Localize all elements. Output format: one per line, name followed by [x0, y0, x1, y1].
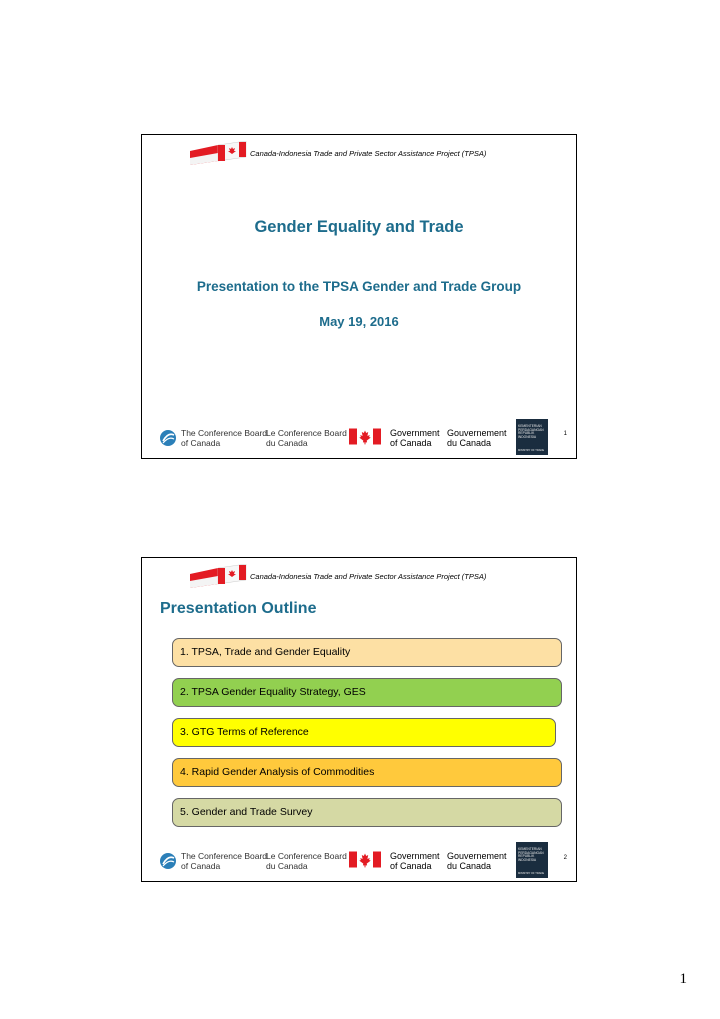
government-of-canada: Government of Canada	[390, 428, 440, 448]
conference-board-fr: Le Conference Board du Canada	[266, 428, 347, 448]
kementerian-perdagangan-logo: KEMENTERIAN PERDAGANGAN REPUBLIK INDONESIA MINISTRY OF TRADE	[516, 419, 548, 455]
document-page-number: 1	[679, 971, 687, 987]
conference-board-en: The Conference Board of Canada	[181, 851, 267, 871]
conference-board-fr: Le Conference Board du Canada	[266, 851, 347, 871]
presentation-date: May 19, 2016	[319, 314, 399, 329]
slide-page-number: 2	[563, 855, 567, 861]
slide-header	[142, 558, 576, 594]
slide-1	[141, 134, 577, 459]
gouvernement-du-canada: Gouvernement du Canada	[447, 851, 507, 871]
project-subtitle: Canada-Indonesia Trade and Private Sector Assistance Project (TPSA)	[250, 149, 487, 158]
conference-board-icon	[159, 852, 177, 870]
slide-2	[141, 557, 577, 882]
canada-indonesia-flag-logo	[188, 141, 248, 167]
slide-header	[142, 135, 576, 171]
government-of-canada: Government of Canada	[390, 851, 440, 871]
slide-page-number: 1	[563, 431, 567, 437]
outline-item-1: 1. TPSA, Trade and Gender Equality	[172, 638, 562, 667]
canada-flag-icon	[349, 851, 381, 868]
slide-title: Presentation Outline	[160, 600, 317, 617]
canada-flag-icon	[349, 428, 381, 445]
presentation-audience: Presentation to the TPSA Gender and Trade Group	[196, 279, 522, 294]
conference-board-icon	[159, 429, 177, 447]
outline-item-2: 2. TPSA Gender Equality Strategy, GES	[172, 678, 562, 707]
slide-footer-logos	[142, 841, 576, 881]
slide-footer-logos	[142, 418, 576, 458]
canada-indonesia-flag-logo	[188, 564, 248, 590]
slide-title: Gender Equality and Trade	[254, 218, 464, 236]
outline-item-5: 5. Gender and Trade Survey	[172, 798, 562, 827]
outline-item-3: 3. GTG Terms of Reference	[172, 718, 556, 747]
kementerian-perdagangan-logo: KEMENTERIAN PERDAGANGAN REPUBLIK INDONESIA MINISTRY OF TRADE	[516, 842, 548, 878]
conference-board-en: The Conference Board of Canada	[181, 428, 267, 448]
gouvernement-du-canada: Gouvernement du Canada	[447, 428, 507, 448]
outline-item-4: 4. Rapid Gender Analysis of Commodities	[172, 758, 562, 787]
project-subtitle: Canada-Indonesia Trade and Private Sector Assistance Project (TPSA)	[250, 572, 487, 581]
